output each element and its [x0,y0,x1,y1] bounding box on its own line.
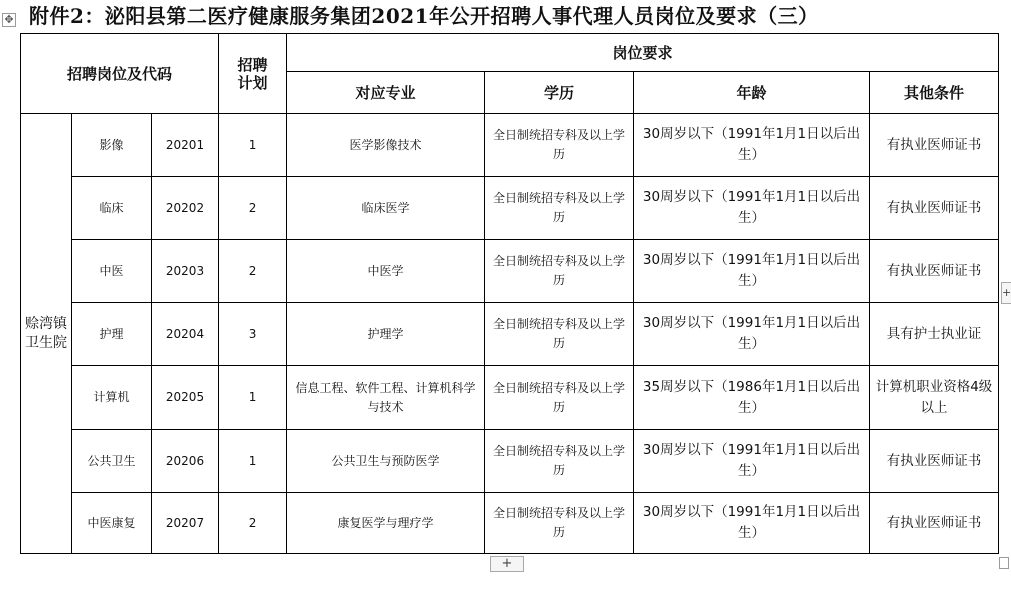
table-row [21,240,999,303]
education-cell: 全日制统招专科及以上学历 [485,430,634,493]
code-cell: 20203 [152,240,219,303]
header-requirements: 岗位要求 [287,34,999,72]
header-position-code: 招聘岗位及代码 [21,34,219,114]
unit-cell: 赊湾镇卫生院 [21,114,72,554]
other-cell: 有执业医师证书 [870,430,999,493]
plan-cell: 3 [219,303,287,366]
major-cell: 医学影像技术 [287,114,485,177]
code-cell: 20206 [152,430,219,493]
age-cell: 30周岁以下（1991年1月1日以后出生） [634,240,870,303]
age-cell: 30周岁以下（1991年1月1日以后出生） [634,114,870,177]
education-cell: 全日制统招专科及以上学历 [485,366,634,430]
plan-cell: 2 [219,240,287,303]
plan-cell: 2 [219,177,287,240]
page-title: 附件2：泌阳县第二医疗健康服务集团2021年公开招聘人事代理人员岗位及要求（三） [29,4,819,28]
table-row [21,430,999,493]
position-cell: 临床 [72,177,152,240]
move-icon[interactable]: ✥ [2,13,16,27]
position-cell: 计算机 [72,366,152,430]
plan-cell: 1 [219,366,287,430]
code-cell: 20202 [152,177,219,240]
header-other: 其他条件 [870,72,999,114]
other-cell: 有执业医师证书 [870,493,999,554]
table-row [21,177,999,240]
age-cell: 30周岁以下（1991年1月1日以后出生） [634,177,870,240]
education-cell: 全日制统招专科及以上学历 [485,303,634,366]
other-cell: 有执业医师证书 [870,114,999,177]
header-plan: 招聘计划 [219,34,287,114]
plan-cell: 1 [219,114,287,177]
table-row [21,493,999,554]
header-education: 学历 [485,72,634,114]
other-cell: 具有护士执业证 [870,303,999,366]
major-cell: 信息工程、软件工程、计算机科学与技术 [287,366,485,430]
plus-icon: + [1002,286,1011,299]
code-cell: 20201 [152,114,219,177]
table-row [21,114,999,177]
education-cell: 全日制统招专科及以上学历 [485,114,634,177]
recruitment-table [20,33,999,554]
education-cell: 全日制统招专科及以上学历 [485,177,634,240]
add-row-button[interactable] [490,556,524,572]
plan-cell: 1 [219,430,287,493]
position-cell: 影像 [72,114,152,177]
position-cell: 公共卫生 [72,430,152,493]
major-cell: 护理学 [287,303,485,366]
code-cell: 20205 [152,366,219,430]
major-cell: 公共卫生与预防医学 [287,430,485,493]
other-cell: 有执业医师证书 [870,240,999,303]
table-row [21,303,999,366]
add-column-button[interactable] [1001,282,1011,304]
major-cell: 临床医学 [287,177,485,240]
code-cell: 20207 [152,493,219,554]
age-cell: 30周岁以下（1991年1月1日以后出生） [634,303,870,366]
header-age: 年龄 [634,72,870,114]
education-cell: 全日制统招专科及以上学历 [485,240,634,303]
header-major: 对应专业 [287,72,485,114]
age-cell: 30周岁以下（1991年1月1日以后出生） [634,430,870,493]
education-cell: 全日制统招专科及以上学历 [485,493,634,554]
major-cell: 中医学 [287,240,485,303]
plus-icon: + [501,556,513,571]
age-cell: 35周岁以下（1986年1月1日以后出生） [634,366,870,430]
age-cell: 30周岁以下（1991年1月1日以后出生） [634,493,870,554]
position-cell: 护理 [72,303,152,366]
table-row [21,366,999,430]
other-cell: 有执业医师证书 [870,177,999,240]
table-resize-handle[interactable] [999,557,1009,569]
code-cell: 20204 [152,303,219,366]
position-cell: 中医康复 [72,493,152,554]
other-cell: 计算机职业资格4级以上 [870,366,999,430]
position-cell: 中医 [72,240,152,303]
major-cell: 康复医学与理疗学 [287,493,485,554]
plan-cell: 2 [219,493,287,554]
